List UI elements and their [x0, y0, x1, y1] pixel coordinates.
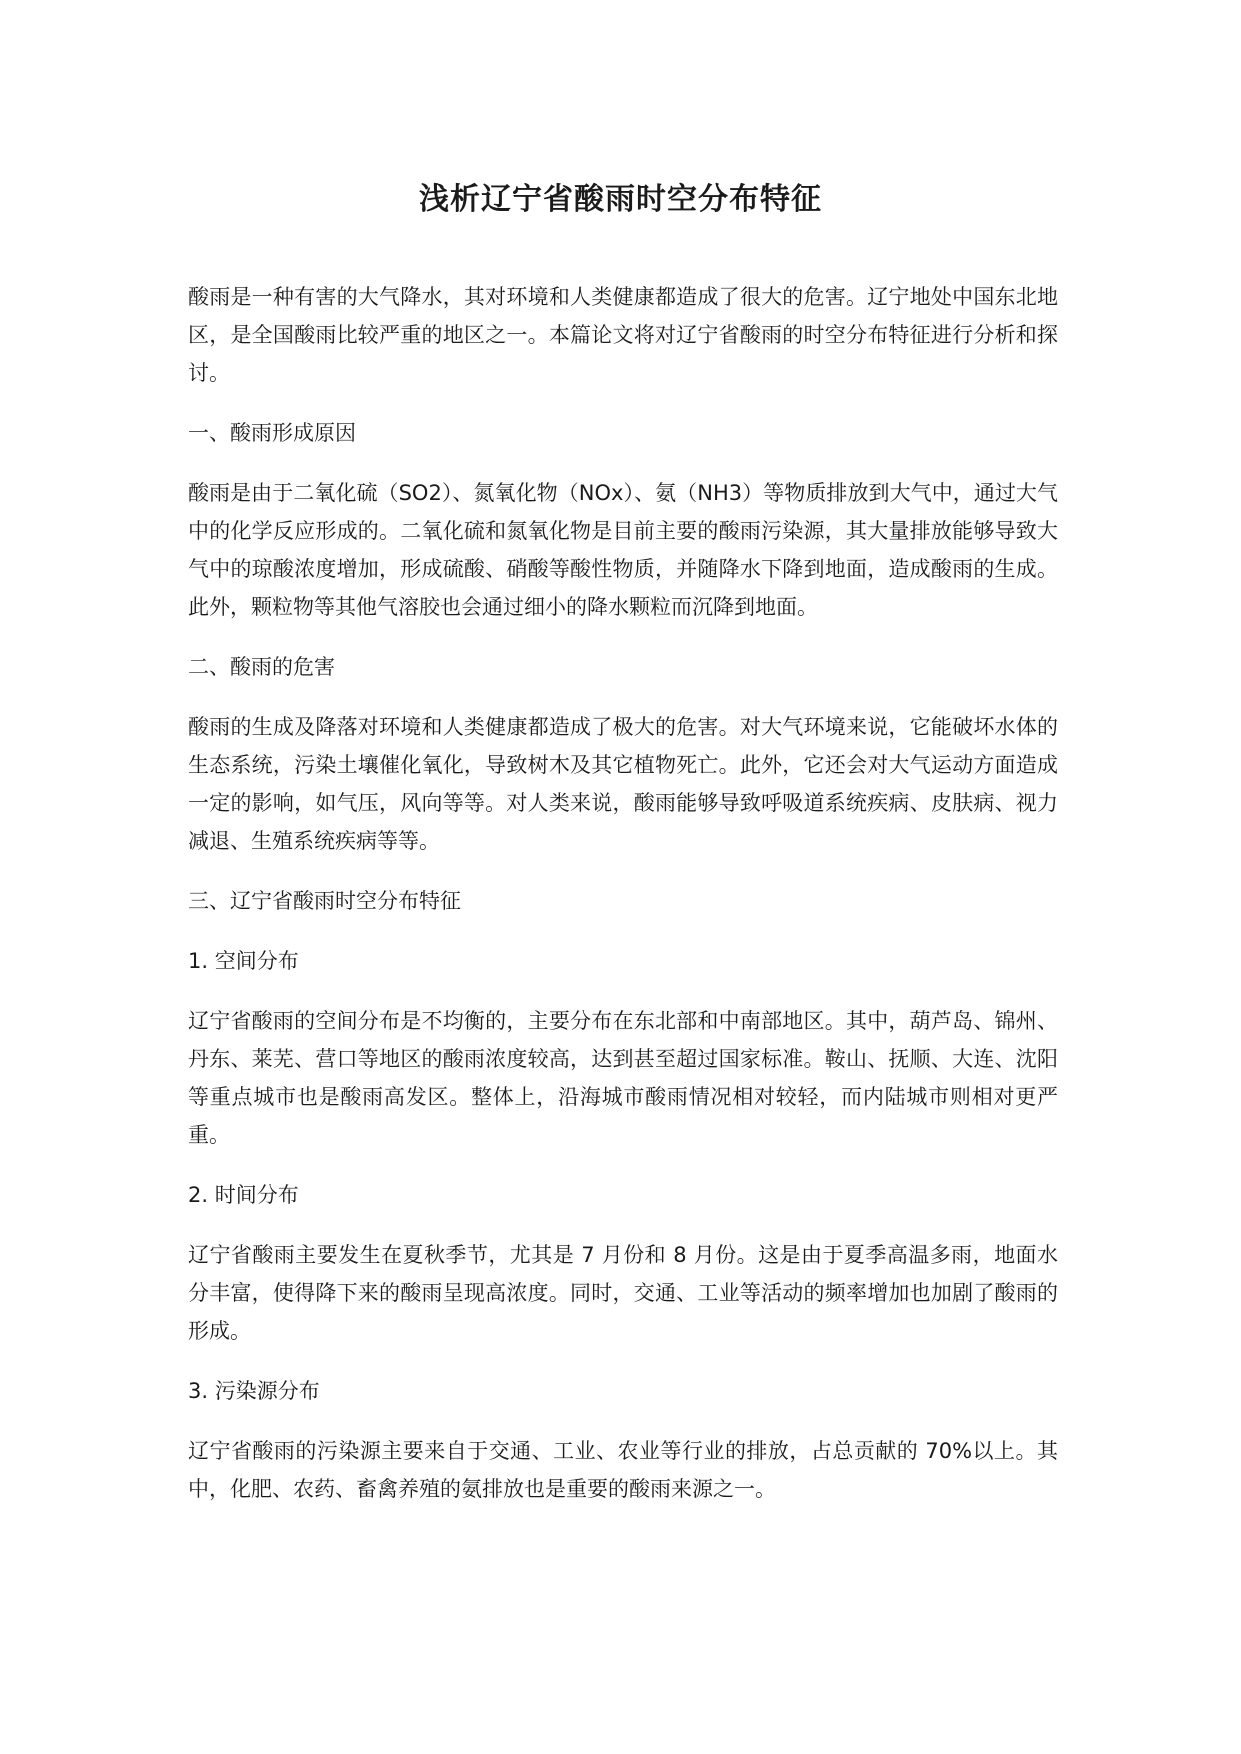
- subsection-heading-spatial: 1. 空间分布: [188, 949, 299, 973]
- section-heading-hazards: 二、酸雨的危害: [188, 655, 335, 679]
- subsection-heading-sources: 3. 污染源分布: [188, 1379, 320, 1403]
- section-heading-distribution: 三、辽宁省酸雨时空分布特征: [188, 889, 461, 913]
- document-body: [188, 278, 1058, 1530]
- subsection-paragraph-sources: 辽宁省酸雨的污染源主要来自于交通、工业、农业等行业的排放，占总贡献的 70%以上。其中，化肥、农药、畜禽养殖的氨排放也是重要的酸雨来源之一。: [188, 1439, 1058, 1501]
- section-paragraph-causes: 酸雨是由于二氧化硫（SO2）、氮氧化物（NOx）、氨（NH3）等物质排放到大气中，通过大气中的化学反应形成的。二氧化硫和氮氧化物是目前主要的酸雨污染源，其大量排放能够导致大气中的琼酸浓度增加，形成硫酸、硝酸等酸性物质，并随降水下降到地面，造成酸雨的生成。此外，颗粒物等其他气溶胶也会通过细小的降水颗粒而沉降到地面。: [188, 481, 1058, 619]
- intro-paragraph: 酸雨是一种有害的大气降水，其对环境和人类健康都造成了很大的危害。辽宁地处中国东北地区，是全国酸雨比较严重的地区之一。本篇论文将对辽宁省酸雨的时空分布特征进行分析和探讨。: [188, 285, 1058, 385]
- subsection-paragraph-temporal: 辽宁省酸雨主要发生在夏秋季节，尤其是 7 月份和 8 月份。这是由于夏季高温多雨，地面水分丰富，使得降下来的酸雨呈现高浓度。同时，交通、工业等活动的频率增加也加剧了酸雨的形成。: [188, 1243, 1058, 1343]
- subsection-paragraph-spatial: 辽宁省酸雨的空间分布是不均衡的，主要分布在东北部和中南部地区。其中，葫芦岛、锦州、丹东、莱芜、营口等地区的酸雨浓度较高，达到甚至超过国家标准。鞍山、抚顺、大连、沈阳等重点城市也是酸雨高发区。整体上，沿海城市酸雨情况相对较轻，而内陆城市则相对更严重。: [188, 1009, 1058, 1147]
- section-heading-causes: 一、酸雨形成原因: [188, 421, 356, 445]
- section-paragraph-hazards: 酸雨的生成及降落对环境和人类健康都造成了极大的危害。对大气环境来说，它能破坏水体的生态系统，污染土壤催化氧化，导致树木及其它植物死亡。此外，它还会对大气运动方面造成一定的影响，如气压，风向等等。对人类来说，酸雨能够导致呼吸道系统疾病、皮肤病、视力减退、生殖系统疾病等等。: [188, 715, 1058, 853]
- subsection-heading-temporal: 2. 时间分布: [188, 1183, 299, 1207]
- document-title: 浅析辽宁省酸雨时空分布特征: [419, 182, 822, 217]
